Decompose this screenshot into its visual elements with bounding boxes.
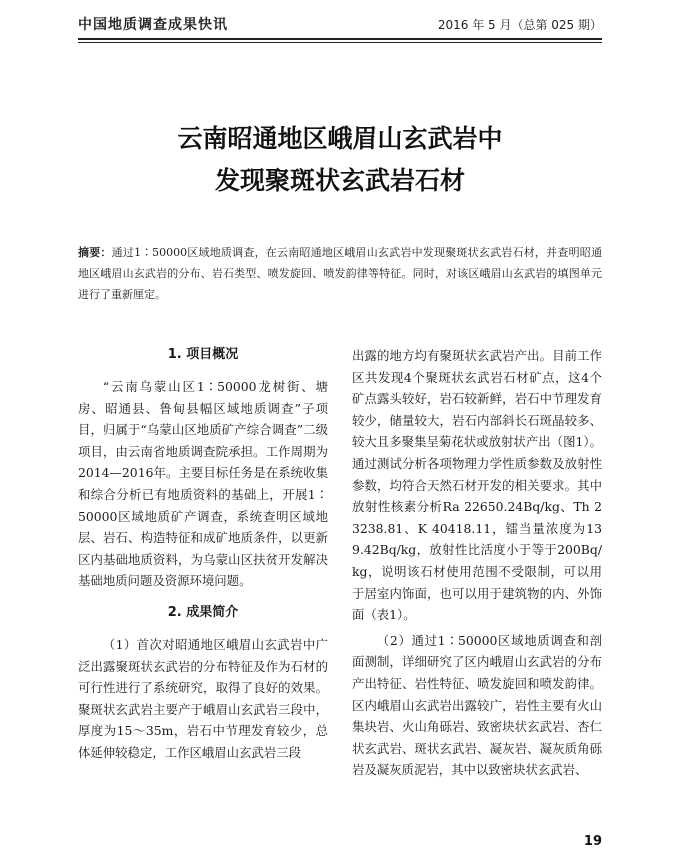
- journal-name: 中国地质调查成果快讯: [78, 17, 228, 33]
- abstract-text: 通过1∶50000区域地质调查，在云南昭通地区峨眉山玄武岩中发现聚斑状玄武岩石材，并查明昭通地区峨眉山玄武岩的分布、岩石类型、喷发旋回、喷发韵律等特征。同时，对该区峨眉山玄武岩的填图单元进行了重新厘定。: [78, 246, 603, 301]
- article-title-line-2: 发现聚斑状玄武岩石材: [214, 166, 465, 195]
- section-2-heading: 2. 成果简介: [167, 604, 239, 620]
- header-rule-thin: [78, 42, 602, 43]
- section-2-paragraph-1-continued: 出露的地方均有聚斑状玄武岩产出。目前工作区共发现4个聚斑状玄武岩石材矿点，这4个矿点露头较好，岩石较新鲜，岩石中节理发育较少，储量较大，岩石内部斜长石斑晶较多、较大且多聚集呈菊花状或放射状产出（图1）。通过测试分析各项物理力学性质参数及放射性参数，均符合天然石材开发的相关要求。其中放射性核素分析Ra 22650.24Bq/kg、Th 23238.81、K 40418.11，镭当量浓度为139.42Bq/kg，放射性比活度小于等于200Bq/kg，说明该石材使用范围不受限制，可以用于居室内饰面，也可以用于建筑物的内、外饰面（表1）。: [352, 348, 602, 623]
- issue-info: 2016 年 5 月（总第 025 期）: [437, 17, 602, 32]
- right-column: [352, 345, 602, 781]
- running-header: [78, 12, 602, 36]
- abstract: [78, 242, 602, 305]
- section-1-heading: 1. 项目概况: [167, 347, 239, 362]
- article-title: [78, 118, 602, 202]
- section-2-paragraph-1: （1）首次对昭通地区峨眉山玄武岩中广泛出露聚斑状玄武岩的分布特征及作为石材的可行性进行了系统研究，取得了良好的效果。聚斑状玄武岩主要产于峨眉山玄武岩三段中，厚度为15～35m，岩石中节理发育较少，总体延伸较稳定，工作区峨眉山玄武岩三段: [78, 636, 328, 760]
- page-number: 19: [583, 834, 602, 849]
- header-rule: [78, 38, 602, 40]
- section-2-paragraph-2: （2）通过1∶50000区域地质调查和剖面测制，详细研究了区内峨眉山玄武岩的分布产出特征、岩性特征、喷发旋回和喷发韵律。区内峨眉山玄武岩出露较广，岩性主要有火山集块岩、火山角砾岩、致密块状玄武岩、杏仁状玄武岩、斑状玄武岩、凝灰岩、凝灰质角砾岩及凝灰质泥岩，其中以致密块状玄武岩、: [352, 632, 602, 778]
- section-1-paragraph: “云南乌蒙山区1∶50000龙树街、塘房、昭通县、鲁甸县幅区域地质调查”子项目，归属于“乌蒙山区地质矿产综合调查”二级项目，由云南省地质调查院承担。工作周期为2014—2016年。主要目标任务是在系统收集和综合分析已有地质资料的基础上，开展1∶50000区域地质矿产调查，系统查明区域地层、岩石、构造特征和成矿地质条件，以更新区内基础地质资料，为乌蒙山区扶贫开发解决基础地质问题及资源环境问题。: [78, 379, 328, 589]
- article-title-line-1: 云南昭通地区峨眉山玄武岩中: [177, 124, 503, 153]
- abstract-label: 摘要：: [78, 246, 112, 259]
- left-column: [78, 340, 328, 764]
